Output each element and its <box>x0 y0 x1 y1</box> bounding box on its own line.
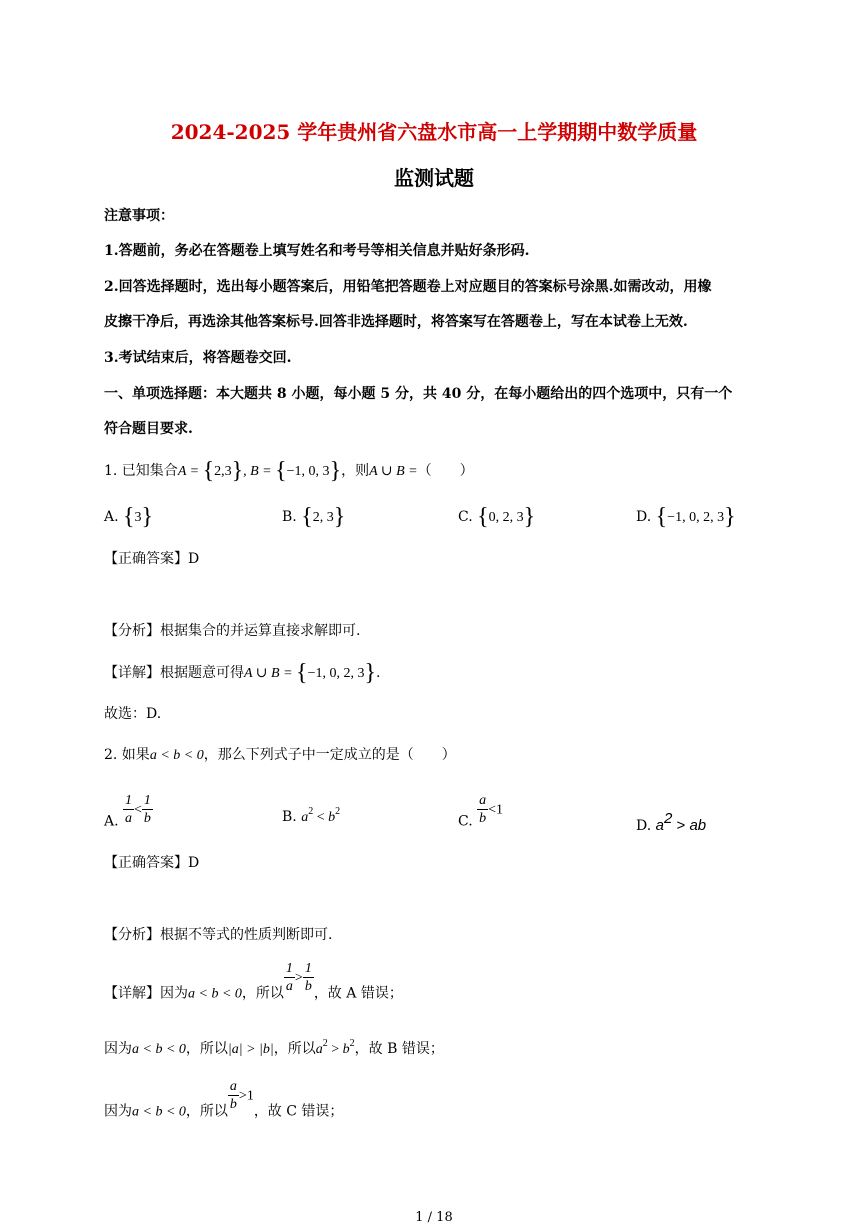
question-1-option-a: A. {3} <box>104 504 154 530</box>
question-2-option-b: B. $a^2 < b^2$ <box>282 806 341 825</box>
question-2-analysis: 【分析】根据不等式的性质判断即可. <box>104 927 333 943</box>
section-heading: 一、单项选择题：本大题共 8 小题，每小题 5 分，共 40 分，在每小题给出的四个选项中，只有一个 <box>104 386 733 402</box>
document-subtitle: 监测试题 <box>394 166 474 190</box>
question-1-detail: 【详解】根据题意可得A ∪ B = {−1, 0, 2, 3}. <box>104 660 381 686</box>
question-1-answer: 【正确答案】D <box>104 551 200 567</box>
section-heading-cont: 符合题目要求. <box>104 421 193 437</box>
question-1-option-c: C. {0, 2, 3} <box>458 504 536 530</box>
document-title: 2024-2025 学年贵州省六盘水市高一上学期期中数学质量 <box>170 120 698 144</box>
question-2-option-a: A. $\frac{1}{a}$ < $\frac{1}{b}$ <box>104 793 151 830</box>
question-2-answer: 【正确答案】D <box>104 855 200 871</box>
question-1-option-b: B. {2, 3} <box>282 504 346 530</box>
page-number: 1 / 18 <box>415 1210 453 1225</box>
notice-heading: 注意事项： <box>104 208 174 224</box>
notice-item-3: 3.考试结束后，将答题卷交回. <box>104 350 292 366</box>
question-1-analysis: 【分析】根据集合的并运算直接求解即可. <box>104 623 361 639</box>
notice-item-2: 2.回答选择题时，选出每小题答案后，用铅笔把答题卷上对应题目的答案标号涂黑.如需改动，用橡 <box>104 279 712 295</box>
question-2-stem: 2. 如果a < b < 0，那么下列式子中一定成立的是（ ） <box>104 747 456 763</box>
question-2-option-d: D. a2 > ab <box>636 810 707 834</box>
question-1-option-d: D. {−1, 0, 2, 3} <box>636 504 736 530</box>
question-2-detail-1: 【详解】因为a < b < 0，所以 $\frac{1}{a}$ > $\frac{1}{b}$ ，故 A 错误； <box>104 961 403 1002</box>
question-2-detail-2: 因为a < b < 0，所以|a| > |b|，所以$a^2 > b^2$，故 B 错误； <box>104 1038 444 1057</box>
question-2-option-c: C. $\frac{a}{b}$ <1 <box>458 793 504 830</box>
question-1-stem: 1. 已知集合A = {2,3}, B = {−1, 0, 3}，则A ∪ B =（ ） <box>104 458 474 484</box>
notice-item-2-cont: 皮擦干净后，再选涂其他答案标号.回答非选择题时，将答案写在答题卷上，写在本试卷上无效. <box>104 314 688 330</box>
notice-item-1: 1.答题前，务必在答题卷上填写姓名和考号等相关信息并贴好条形码. <box>104 243 530 259</box>
question-1-choose: 故选：D. <box>104 706 162 722</box>
question-2-detail-3: 因为a < b < 0，所以 $\frac{a}{b}$ >1，故 C 错误； <box>104 1079 344 1120</box>
